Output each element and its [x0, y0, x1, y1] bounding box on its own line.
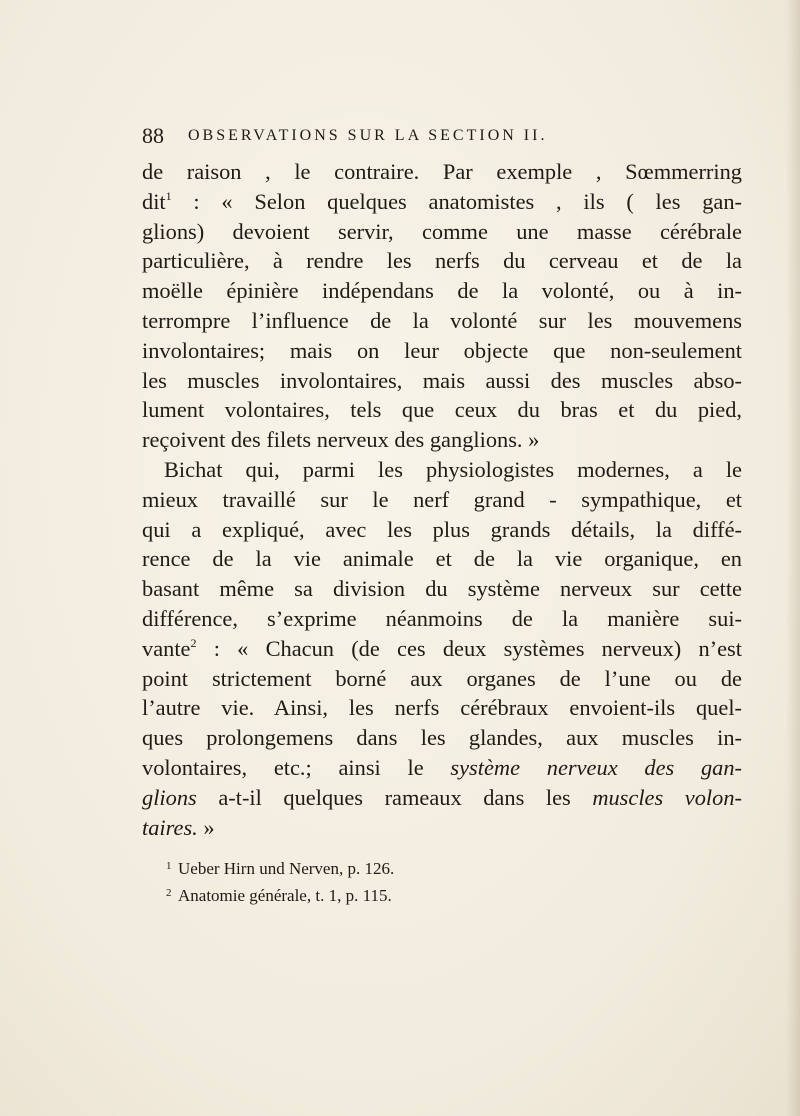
page-number: 88: [142, 123, 164, 148]
text-line: l’autre vie. Ainsi, les nerfs cérébraux envoient-ils quel-: [142, 695, 742, 721]
body-text: [142, 157, 742, 842]
italic-phrase: système nerveux des gan-: [450, 754, 742, 780]
text-line: qui a expliqué, avec les plus grands détails, la diffé-: [142, 516, 742, 542]
text-line: glions) devoient servir, comme une masse cérébrale: [142, 218, 742, 244]
text-line: vante$^2$ : « Chacun (de ces deux systèmes nerveux) n’est: [142, 635, 742, 661]
page-edge-shadow: [786, 0, 800, 1116]
running-header: [142, 123, 692, 149]
text-line: Bichat qui, parmi les physiologistes modernes, a le: [164, 456, 742, 482]
text-line: particulière, à rendre les nerfs du cerveau et de la: [142, 248, 742, 274]
italic-phrase: glions: [142, 784, 197, 810]
footnote-mark: 2: [166, 887, 172, 899]
text-line: de raison , le contraire. Par exemple , Sœmmerring: [142, 159, 742, 184]
footnote-1: [166, 854, 666, 881]
text-line: taires. »: [142, 814, 215, 840]
footnote-ref-1: 1: [165, 188, 172, 203]
text-line: terrompre l’influence de la volonté sur les mouvemens: [142, 307, 742, 333]
text-line: dit$^1$ : « Selon quelques anatomistes , ils ( les gan-: [142, 188, 742, 214]
text-line: moëlle épinière indépendans de la volonté, ou à in-: [142, 278, 742, 304]
italic-phrase: taires.: [142, 814, 198, 840]
running-title: OBSERVATIONS SUR LA SECTION II.: [188, 127, 548, 144]
text-line: basant même sa division du système nerveux sur cette: [142, 576, 742, 602]
text-line: point strictement borné aux organes de l’une ou de: [142, 665, 742, 691]
text-line: lument volontaires, tels que ceux du bras et du pied,: [142, 397, 742, 423]
text-line: mieux travaillé sur le nerf grand - sympathique, et: [142, 486, 742, 512]
footnote-ref-2: 2: [190, 635, 197, 650]
text-line: ques prolongemens dans les glandes, aux muscles in-: [142, 725, 742, 751]
footnote-2: [166, 881, 666, 908]
text-line: différence, s’exprime néanmoins de la manière sui-: [142, 605, 742, 631]
text-line: glions a-t-il quelques rameaux dans les muscles volon-: [142, 784, 742, 810]
footnote-text: Ueber Hirn und Nerven, p. 126.: [178, 859, 395, 878]
text-line: involontaires; mais on leur objecte que non-seulement: [142, 337, 742, 363]
text-line: les muscles involontaires, mais aussi des muscles abso-: [142, 367, 742, 393]
footnotes: [166, 854, 666, 908]
italic-phrase: muscles volon-: [592, 784, 742, 810]
text-line: volontaires, etc.; ainsi le système nerveux des gan-: [142, 754, 742, 780]
footnote-mark: 1: [166, 860, 172, 872]
footnote-text: Anatomie générale, t. 1, p. 115.: [178, 886, 392, 905]
text-line: rence de la vie animale et de la vie organique, en: [142, 546, 742, 572]
text-line: reçoivent des filets nerveux des ganglions. »: [142, 427, 540, 453]
